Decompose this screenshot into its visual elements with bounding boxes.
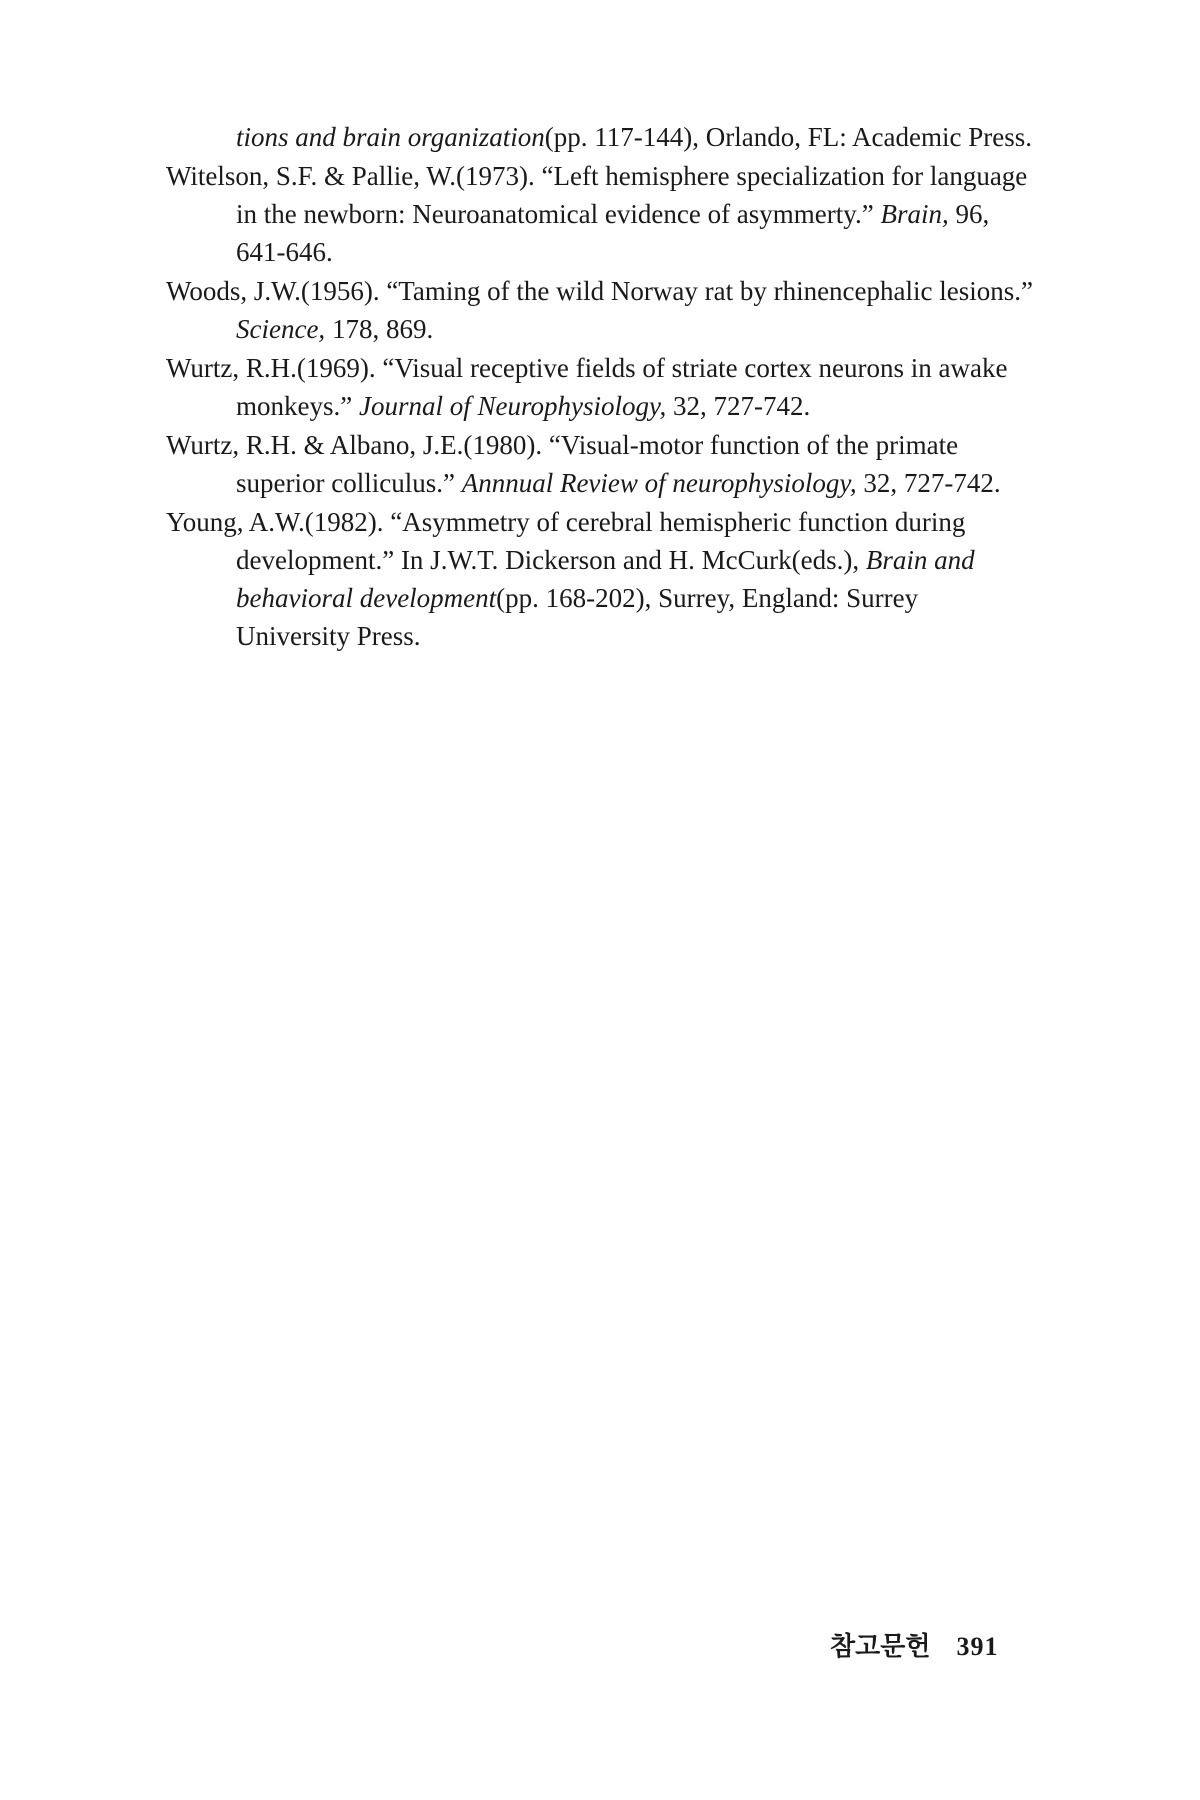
reference-text: (pp. 168-202), Surrey, England: Surrey University Press. <box>236 583 919 651</box>
reference-entry <box>166 272 1036 348</box>
reference-text: Witelson, S.F. & Pallie, W.(1973). “Left hemisphere specialization for language in the newborn: Neuroanatomical evidence of asymmerty.” <box>166 161 1028 229</box>
reference-title-italic: Science, <box>236 314 326 344</box>
reference-text: Woods, J.W.(1956). “Taming of the wild Norway rat by rhinencephalic lesions.” <box>166 276 1033 306</box>
reference-text: (pp. 117-144), Orlando, FL: Academic Press. <box>544 122 1032 152</box>
reference-text: Wurtz, R.H. & Albano, J.E.(1980). “Visual-motor function of the primate superior colliculus.” <box>166 430 959 498</box>
page-footer <box>830 1626 998 1663</box>
reference-entry <box>166 118 1036 156</box>
reference-title-italic: tions and brain organization <box>236 122 545 152</box>
page-number: 391 <box>956 1632 999 1661</box>
reference-title-italic: Brain and behavioral development <box>236 545 975 613</box>
section-title: 참고문헌 <box>830 1632 931 1661</box>
reference-entry <box>166 503 1036 655</box>
reference-text: 96, 641-646. <box>236 199 990 267</box>
reference-entry <box>166 157 1036 271</box>
reference-title-italic: Brain, <box>880 199 949 229</box>
reference-list <box>166 118 1036 656</box>
reference-text: 32, 727-742. <box>856 468 1001 498</box>
reference-title-italic: Annnual Review of neurophysiology, <box>461 468 857 498</box>
reference-entry <box>166 349 1036 425</box>
reference-title-italic: Journal of Neurophysiology, <box>358 391 667 421</box>
reference-entry <box>166 426 1036 502</box>
reference-text: 178, 869. <box>325 314 434 344</box>
reference-text: Young, A.W.(1982). “Asymmetry of cerebral hemispheric function during development.” In J.W.T. Dickerson and H. McCurk(eds.), <box>166 507 966 575</box>
reference-text: 32, 727-742. <box>666 391 811 421</box>
reference-text: Wurtz, R.H.(1969). “Visual receptive fields of striate cortex neurons in awake monkeys.” <box>166 353 1008 421</box>
